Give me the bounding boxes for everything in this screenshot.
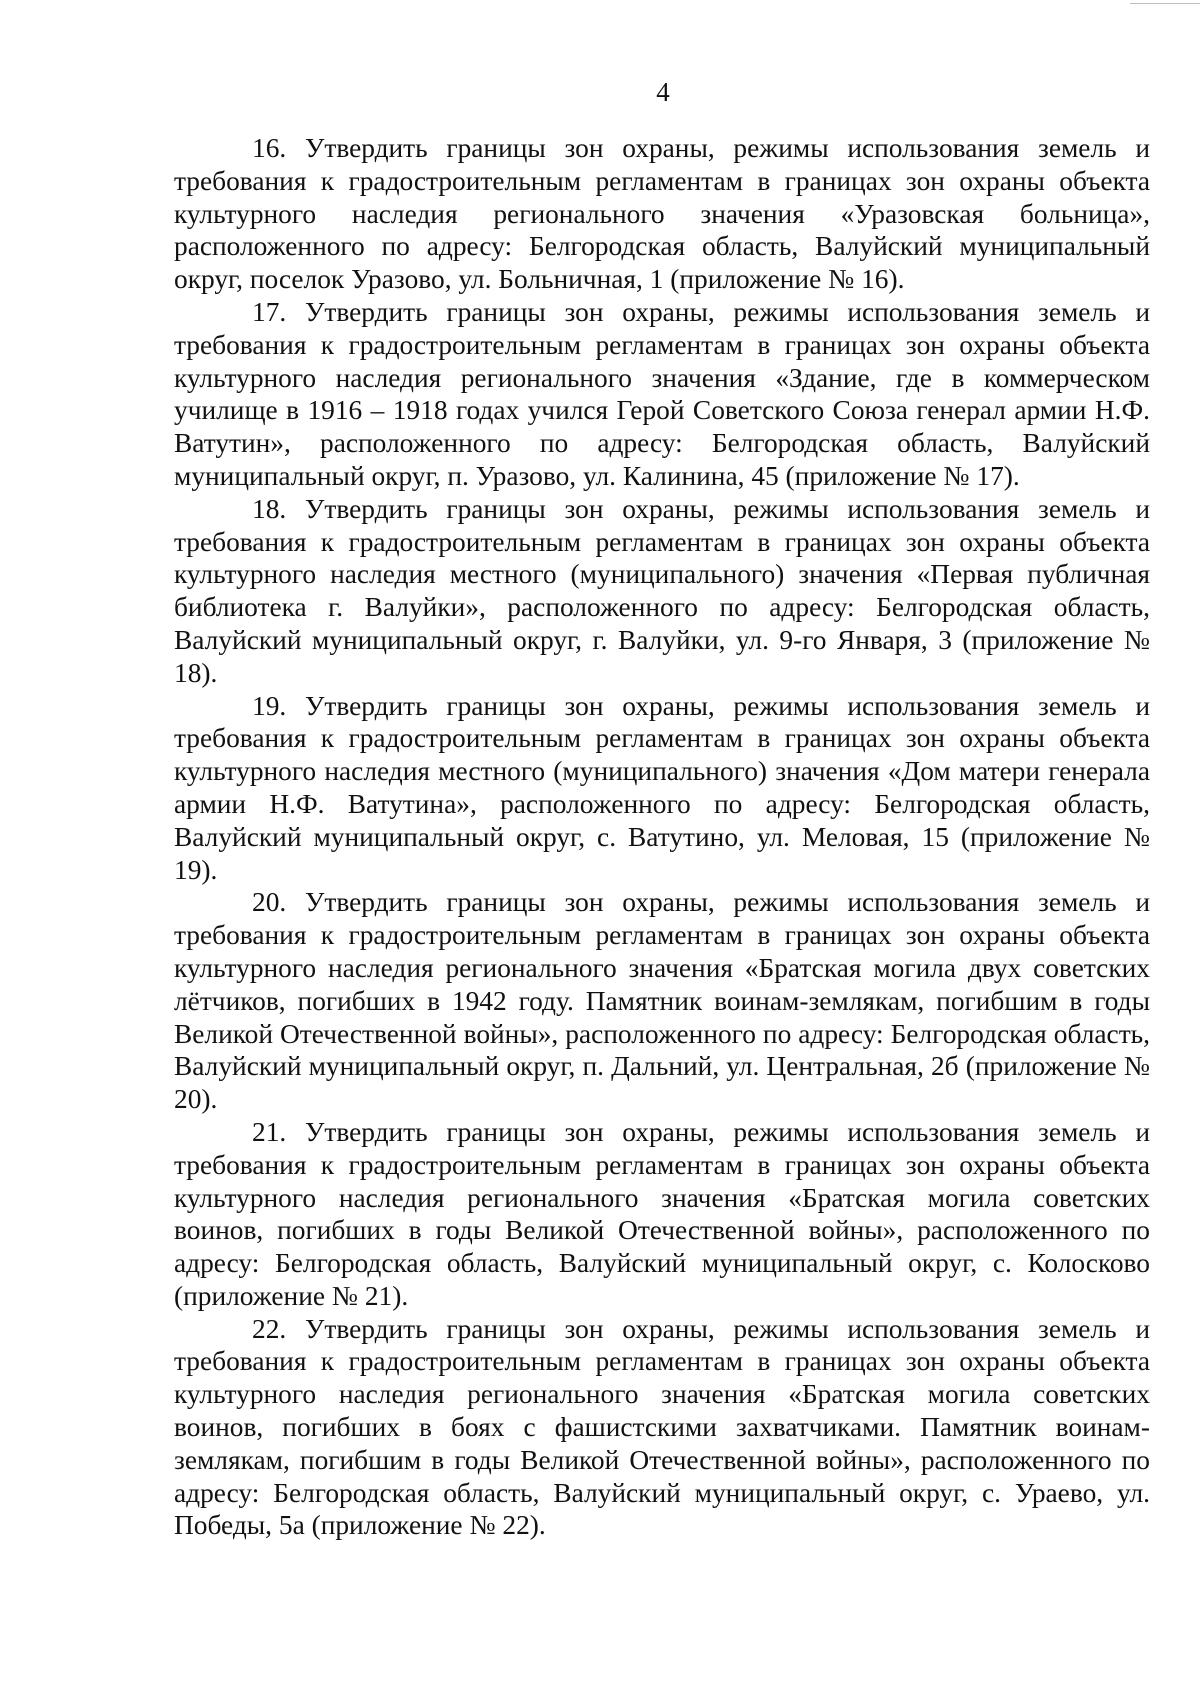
page-number: 4 xyxy=(656,77,670,107)
paragraph-19: 19. Утвердить границы зон охраны, режимы использования земель и требования к градостроительным регламентам в границах зон охраны объекта культурного наследия местного (муниципального) значения «Дом матери генерала армии Н.Ф. Ватутина», расположенного по адресу: Белгородская область, Валуйский муниципальный округ, с. Ватутино, ул. Меловая, 15 (приложение № 19). xyxy=(174,690,1150,885)
scan-edge-line xyxy=(1130,3,1200,4)
paragraph-21: 21. Утвердить границы зон охраны, режимы использования земель и требования к градостроительным регламентам в границах зон охраны объекта культурного наследия регионального значения «Братская могила советских воинов, погибших в годы Великой Отечественной войны», расположенного по адресу: Белгородская область, Валуйский муниципальный округ, с. Колосково (приложение № 21). xyxy=(174,1116,1150,1311)
paragraph-22: 22. Утвердить границы зон охраны, режимы использования земель и требования к градостроительным регламентам в границах зон охраны объекта культурного наследия регионального значения «Братская могила советских воинов, погибших в боях с фашистскими захватчиками. Памятник воинам-землякам, погибшим в годы Великой Отечественной войны», расположенного по адресу: Белгородская область, Валуйский муниципальный округ, с. Ураево, ул. Победы, 5а (приложение № 22). xyxy=(174,1313,1150,1541)
document-body xyxy=(174,132,1150,1542)
paragraph-20: 20. Утвердить границы зон охраны, режимы использования земель и требования к градостроительным регламентам в границах зон охраны объекта культурного наследия регионального значения «Братская могила двух советских лётчиков, погибших в 1942 году. Памятник воинам-землякам, погибшим в годы Великой Отечественной войны», расположенного по адресу: Белгородская область, Валуйский муниципальный округ, п. Дальний, ул. Центральная, 2б (приложение № 20). xyxy=(174,887,1150,1115)
paragraph-16: 16. Утвердить границы зон охраны, режимы использования земель и требования к градостроительным регламентам в границах зон охраны объекта культурного наследия регионального значения «Уразовская больница», расположенного по адресу: Белгородская область, Валуйский муниципальный округ, поселок Уразово, ул. Больничная, 1 (приложение № 16). xyxy=(174,133,1150,295)
paragraph-18: 18. Утвердить границы зон охраны, режимы использования земель и требования к градостроительным регламентам в границах зон охраны объекта культурного наследия местного (муниципального) значения «Первая публичная библиотека г. Валуйки», расположенного по адресу: Белгородская область, Валуйский муниципальный округ, г. Валуйки, ул. 9-го Января, 3 (приложение № 18). xyxy=(174,493,1150,688)
paragraph-17: 17. Утвердить границы зон охраны, режимы использования земель и требования к градостроительным регламентам в границах зон охраны объекта культурного наследия регионального значения «Здание, где в коммерческом училище в 1916 – 1918 годах учился Герой Советского Союза генерал армии Н.Ф. Ватутин», расположенного по адресу: Белгородская область, Валуйский муниципальный округ, п. Уразово, ул. Калинина, 45 (приложение № 17). xyxy=(174,296,1150,491)
